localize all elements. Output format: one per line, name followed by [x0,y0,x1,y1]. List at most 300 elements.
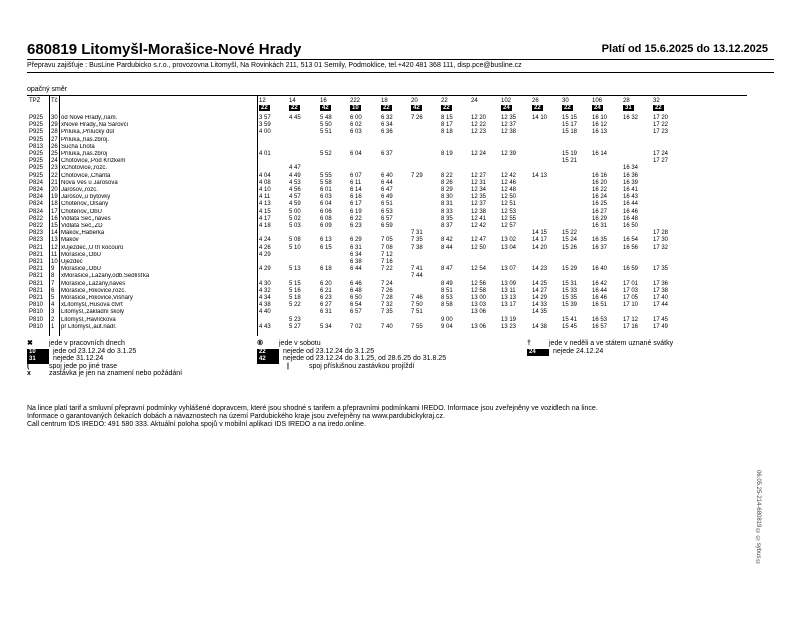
stop-name: Suchá Lhota [61,143,95,150]
departure-time: 15 33 [562,287,578,294]
departure-time: 13 03 [471,302,487,309]
departure-time: 6 17 [350,201,362,208]
departure-time: 6 15 [320,244,332,251]
stop-number: 10 [51,259,58,265]
stop-number: 7 [51,280,55,287]
departure-time: 8 15 [441,115,453,121]
departure-time: 12 55 [501,215,517,222]
tpz-code: P821 [29,280,44,287]
legend-symbol: 22 [257,349,279,357]
departure-time: 16 57 [592,323,608,330]
tpz-code: P821 [29,287,44,294]
departure-time: 15 39 [562,302,578,309]
stop-number: 12 [51,244,58,251]
departure-time: 17 40 [653,295,669,301]
departure-time: 16 48 [623,215,639,222]
stop-number: 21 [51,179,58,186]
departure-time: 12 37 [471,201,487,208]
trip-number: 32 [653,98,660,104]
departure-time: 14 20 [532,244,548,251]
trip-number: 20 [411,98,418,104]
departure-time: 6 16 [350,194,362,201]
departure-time: 12 35 [471,194,487,201]
departure-time: 14 29 [532,295,548,301]
departure-time: 12 39 [501,151,517,157]
tpz-code: P821 [29,251,44,258]
departure-time: 8 26 [441,179,453,186]
departure-time: 12 41 [471,215,487,222]
stop-name: od Nové Hrady,,nám. [61,115,118,121]
trip-number: 106 [592,98,603,104]
departure-time: 12 47 [471,237,487,244]
departure-time: 7 02 [350,323,362,330]
departure-time: 6 31 [320,309,332,316]
departure-time: 4 45 [289,115,301,121]
legend-text: spoj příslušnou zastávkou projíždí [309,362,415,370]
departure-time: 15 45 [562,323,578,330]
departure-time: 14 33 [532,302,548,309]
departure-time: 8 33 [441,208,453,215]
departure-time: 14 10 [532,115,548,121]
trip-code-badge: 22 [534,105,541,111]
departure-time: 16 35 [592,237,608,244]
departure-time: 16 13 [592,129,608,136]
tpz-code: P824 [29,179,44,186]
departure-time: 13 07 [501,266,517,273]
departure-time: 6 29 [350,237,362,244]
legend-text: nejede 24.12.24 [553,347,604,355]
tpz-code: P810 [29,309,44,316]
departure-time: 12 56 [471,280,487,287]
departure-time: 15 31 [562,280,578,287]
departure-time: 14 35 [532,309,548,316]
trip-number: 12 [259,98,266,104]
departure-time: 17 45 [653,316,669,323]
departure-time: 16 43 [623,194,639,201]
departure-time: 4 34 [259,295,271,301]
notes [27,405,747,428]
departure-time: 4 00 [259,129,271,136]
stop-name: Příluka,,has.zbroj [61,151,108,157]
tpz-code: P824 [29,194,44,201]
departure-time: 17 22 [653,122,669,129]
departure-time: 7 35 [381,309,393,316]
departure-time: 15 26 [562,244,578,251]
departure-time: 17 32 [653,244,669,251]
trip-code-badge: 42 [413,105,420,111]
legend-item [27,370,182,378]
departure-time: 4 43 [259,323,271,330]
trip-number: 102 [501,98,512,104]
legend-text: nejede od 23.12.24 do 3.1.25 [283,347,375,355]
departure-time: 17 44 [653,302,669,309]
trip-code-badge: 24 [503,105,510,111]
stop-name: Újezdec [61,259,83,265]
stop-number: 8 [51,273,55,280]
stop-name: xNové Hrady,,Na Sárovci [61,122,128,129]
legend-symbol: 10 [27,349,49,357]
legend-item [527,348,603,357]
departure-time: 7 26 [381,287,393,294]
departure-time: 7 46 [411,295,423,301]
legend-text: zastávka je jen na znamení nebo požádání [49,370,183,378]
departure-time: 12 51 [501,201,517,208]
departure-time: 16 14 [592,151,608,157]
departure-time: 7 44 [411,273,423,280]
legend-symbol: 31 [27,356,49,364]
departure-time: 16 53 [592,316,608,323]
departure-time: 5 48 [320,115,332,121]
stop-name: Vidlatá Seč,,náves [61,215,111,222]
departure-time: 12 48 [501,187,517,193]
departure-time: 16 44 [623,201,639,208]
departure-time: 6 57 [381,215,393,222]
departure-time: 5 52 [320,151,332,157]
departure-time: 13 23 [501,323,517,330]
departure-time: 13 00 [471,295,487,301]
departure-time: 4 56 [289,187,301,193]
departure-time: 12 42 [471,223,487,229]
departure-time: 8 22 [441,172,453,179]
departure-time: 6 00 [350,115,362,121]
tpz-code: P925 [29,129,44,136]
departure-time: 12 34 [471,187,487,193]
departure-time: 5 34 [320,323,332,330]
departure-time: 7 08 [381,244,393,251]
departure-time: 12 37 [501,122,517,129]
legend-text: jede v pracovních dnech [49,340,125,347]
departure-time: 8 30 [441,194,453,201]
departure-time: 13 06 [471,309,487,316]
tpz-code: P823 [29,237,44,244]
departure-time: 6 50 [350,295,362,301]
departure-time: 4 30 [259,280,271,287]
departure-time: 7 40 [381,323,393,330]
departure-time: 5 08 [289,237,301,244]
departure-time: 5 10 [289,244,301,251]
stop-number: 25 [51,151,58,157]
departure-time: 4 38 [259,302,271,309]
legend-item [287,363,414,371]
legend-symbol: ( [27,362,30,370]
departure-time: 17 49 [653,323,669,330]
departure-time: 5 18 [289,295,301,301]
departure-time: 4 40 [259,309,271,316]
departure-time: 4 29 [259,266,271,273]
departure-time: 4 24 [259,237,271,244]
departure-time: 4 04 [259,172,271,179]
note-line: Call centrum IDS IREDO: 491 580 333. Aktuální poloha spojů v mobilní aplikaci IDS IREDO a na iredo.online. [27,420,366,428]
page-title: 680819 Litomyšl-Morašice-Nové Hrady [27,41,302,58]
departure-time: 16 37 [592,244,608,251]
departure-time: 6 53 [381,208,393,215]
table-divider [49,96,50,336]
departure-time: 7 28 [381,295,393,301]
departure-time: 6 37 [381,151,393,157]
stop-number: 23 [51,165,58,172]
departure-time: 4 29 [259,251,271,258]
tpz-code: P813 [29,143,44,150]
departure-time: 16 51 [592,302,608,309]
trip-number: 18 [381,98,388,104]
side-stamp: 06.05.25-214-680819 © ©sybus © [755,470,761,567]
legend-item [27,340,125,348]
departure-time: 16 59 [623,266,639,273]
departure-time: 12 20 [471,115,487,121]
stop-number: 4 [51,302,55,309]
legend-item [257,340,321,348]
stop-name: Litomyšl,,Havlíčkova [61,316,116,323]
tpz-code: P810 [29,316,44,323]
departure-time: 16 12 [592,122,608,129]
trip-code-badge: 24 [594,105,601,111]
legend-symbol: ⑥ [257,340,264,347]
trip-number: 28 [623,98,630,104]
departure-time: 16 56 [623,244,639,251]
departure-time: 6 34 [381,122,393,129]
tpz-code: P925 [29,172,44,179]
stop-number: 15 [51,223,58,229]
stop-name: Morašice,,Rikovice,Višňáry [61,295,133,301]
departure-time: 7 41 [411,266,423,273]
stop-number: 29 [51,122,58,129]
stop-number: 3 [51,309,55,316]
stop-name: xMorašice,,Lazany,odb.Sedlíšťka [61,273,150,280]
departure-time: 16 32 [623,115,639,121]
stop-name: Litomyšl,,základní školy [61,309,125,316]
departure-time: 7 24 [381,280,393,287]
departure-time: 16 29 [592,215,608,222]
departure-time: 8 51 [441,287,453,294]
trip-code-badge: 22 [383,105,390,111]
trip-code-badge: 42 [322,105,329,111]
stop-number: 22 [51,172,58,179]
tpz-code: P810 [29,302,44,309]
departure-time: 7 26 [411,115,423,121]
departure-time: 6 49 [381,194,393,201]
tpz-code: P821 [29,266,44,273]
departure-time: 6 11 [350,179,362,186]
stop-number: 11 [51,251,58,258]
timetable [27,95,747,336]
trip-code-badge: 22 [564,105,571,111]
departure-time: 13 13 [501,295,517,301]
departure-time: 15 18 [562,129,578,136]
departure-time: 6 22 [350,215,362,222]
tpz-code: P821 [29,295,44,301]
tpz-code: P925 [29,151,44,157]
departure-time: 15 21 [562,158,578,165]
tpz-code: P824 [29,208,44,215]
departure-time: 16 39 [623,179,639,186]
departure-time: 12 23 [471,129,487,136]
departure-time: 8 18 [441,129,453,136]
divider [27,72,774,73]
departure-time: 6 09 [320,223,332,229]
departure-time: 16 22 [592,187,608,193]
departure-time: 6 02 [350,122,362,129]
departure-time: 5 03 [289,223,301,229]
note-line: Na lince platí tarif a smluvní přepravní podmínky vyhlášené dopravcem, které jsou shodné s tarifem a přepravními podmínkami IREDO. Informace jsou zveřejněny ve vozidlech na lince. [27,405,598,412]
departure-time: 4 17 [259,215,271,222]
departure-time: 12 24 [471,151,487,157]
tpz-code: P822 [29,223,44,229]
departure-time: 4 13 [259,201,271,208]
stop-number: 20 [51,187,58,193]
departure-time: 6 03 [350,129,362,136]
stop-number: 26 [51,143,58,150]
departure-time: 6 59 [381,223,393,229]
stop-number: 17 [51,208,58,215]
departure-time: 4 11 [259,194,271,201]
departure-time: 4 32 [259,287,271,294]
legend-text: jede v neděli a ve státem uznané svátky [549,340,674,347]
trip-code-badge: 10 [352,105,359,111]
departure-time: 6 07 [350,172,362,179]
departure-time: 16 27 [592,208,608,215]
departure-time: 13 11 [501,287,516,294]
departure-time: 7 16 [381,259,393,265]
tpz-code: P824 [29,187,44,193]
stop-name: Chotovice,,Charita [61,172,111,179]
legend-item [27,363,117,371]
stop-number: 1 [51,323,55,330]
departure-time: 5 50 [320,122,332,129]
tpz-code: P925 [29,136,44,143]
stop-name: xÚjezdec,,U tří kocourů [61,244,124,251]
tpz-code: P810 [29,323,44,330]
departure-time: 8 44 [441,244,453,251]
stop-number: 18 [51,201,58,208]
stop-name: Morašice,,ObÚ [61,266,102,273]
departure-time: 17 05 [623,295,639,301]
departure-time: 6 03 [320,194,332,201]
stop-name: Jarošov,,rozc. [61,187,98,193]
departure-time: 15 17 [562,122,578,129]
stop-name: Chotovice,,Pod Křížkem [61,158,126,165]
departure-time: 7 29 [411,172,423,179]
stop-name: Morašice,,Lazany,náves [61,280,126,287]
stop-name: př Litomyšl,,aut.nádr. [61,323,117,330]
departure-time: 6 46 [350,280,362,287]
departure-time: 17 12 [623,316,639,323]
stop-name: Nová Ves u Jarošova [61,179,118,186]
stop-name: Vidlatá Seč,,ZD [61,223,103,229]
departure-time: 16 40 [592,266,608,273]
departure-time: 9 04 [441,323,453,330]
departure-time: 12 46 [501,179,517,186]
departure-time: 14 17 [532,237,548,244]
legend-symbol: x [27,370,31,378]
departure-time: 17 01 [623,280,639,287]
departure-time: 7 51 [411,309,423,316]
stop-number: 9 [51,266,55,273]
departure-time: 4 10 [259,187,271,193]
departure-time: 7 35 [411,237,423,244]
trip-code-badge: 22 [291,105,298,111]
departure-time: 15 19 [562,151,578,157]
departure-time: 13 17 [501,302,517,309]
departure-time: 6 21 [320,287,332,294]
departure-time: 3 57 [259,115,271,121]
departure-time: 6 13 [320,237,332,244]
departure-time: 12 38 [471,208,487,215]
departure-time: 12 35 [501,115,517,121]
departure-time: 6 04 [320,201,332,208]
departure-time: 12 54 [471,266,487,273]
departure-time: 17 20 [653,115,669,121]
departure-time: 6 34 [350,251,362,258]
departure-time: 6 23 [320,295,332,301]
departure-time: 16 50 [623,223,639,229]
departure-time: 7 50 [411,302,423,309]
stop-name: Příluka,,has.zbroj. [61,136,110,143]
departure-time: 16 16 [592,172,608,179]
legend-symbol: ✖ [27,340,33,347]
legend-symbol: | [287,362,289,370]
validity: Platí od 15.6.2025 do 13.12.2025 [601,43,768,55]
departure-time: 14 27 [532,287,548,294]
departure-time: 12 42 [501,172,517,179]
departure-time: 8 58 [441,302,453,309]
departure-time: 15 41 [562,316,578,323]
departure-time: 5 22 [289,302,301,309]
departure-time: 5 55 [320,172,332,179]
departure-time: 15 15 [562,115,578,121]
tpz-code: P925 [29,165,44,172]
departure-time: 9 00 [441,316,453,323]
departure-time: 13 19 [501,316,517,323]
departure-time: 6 31 [350,244,362,251]
departure-time: 6 38 [350,259,362,265]
departure-time: 17 27 [653,158,669,165]
tpz-code: P821 [29,273,44,280]
carrier-info: Přepravu zajišťuje : BusLine Pardubicko s.r.o., provozovna Litomyšl, Na Rovinkách 211, 513 01 Semily, Podmoklice, tel.+420 481 368 111, disp.pce@busline.cz [27,62,522,69]
departure-time: 6 23 [350,223,362,229]
departure-time: 5 16 [289,287,301,294]
departure-time: 13 09 [501,280,517,287]
departure-time: 8 49 [441,280,453,287]
tpz-code: P823 [29,230,44,237]
legend-text: jede v sobotu [279,340,321,347]
departure-time: 7 22 [381,266,393,273]
departure-time: 16 31 [592,223,608,229]
departure-time: 16 46 [592,295,608,301]
trip-number: 222 [350,98,361,104]
stop-name: Makov,,Haberka [61,230,105,237]
departure-time: 13 02 [501,237,517,244]
departure-time: 6 44 [350,266,362,273]
departure-time: 5 15 [289,280,301,287]
trip-number: 22 [441,98,448,104]
departure-time: 16 20 [592,179,608,186]
trip-number: 26 [532,98,539,104]
departure-time: 17 16 [623,323,639,330]
departure-time: 3 59 [259,122,271,129]
legend-text: spoj jede po jiné trase [49,362,118,370]
departure-time: 4 18 [259,223,271,229]
divider [27,59,774,60]
departure-time: 14 38 [532,323,548,330]
departure-time: 12 57 [501,223,517,229]
stop-name: Makov [61,237,79,244]
departure-time: 17 24 [653,151,669,157]
stop-name: Morašice,,Rikovice,rozc. [61,287,127,294]
departure-time: 4 59 [289,201,301,208]
departure-time: 12 22 [471,122,487,129]
departure-time: 6 14 [350,187,362,193]
departure-time: 17 35 [653,266,669,273]
